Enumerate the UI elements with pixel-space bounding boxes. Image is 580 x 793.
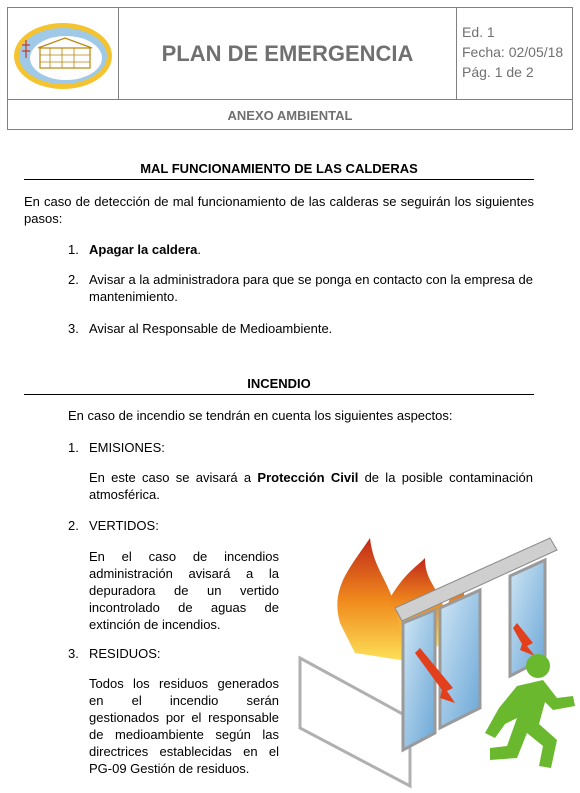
item-heading: RESIDUOS:	[89, 646, 161, 661]
edition-label: Ed. 1	[462, 24, 495, 40]
list-number: 1.	[68, 242, 79, 257]
step-suffix: .	[197, 242, 202, 257]
document-meta	[462, 22, 563, 82]
page-label: Pág. 1 de 2	[462, 64, 534, 80]
date-label: Fecha: 02/05/18	[462, 44, 564, 60]
item-body: Todos los residuos generados en el incendio serán gestionados por el responsable de medioambiente según las directrices establecidas en el PG-09 Gestión de residuos.	[89, 676, 279, 776]
section-intro: En caso de detección de mal funcionamiento de las calderas se seguirán los siguientes pasos:	[24, 194, 534, 226]
section-intro: En caso de incendio se tendrán en cuenta los siguientes aspectos:	[68, 408, 453, 423]
item-emphasis: Protección Civil	[257, 470, 359, 485]
document-header	[7, 7, 573, 130]
list-item	[89, 241, 533, 258]
item-body	[89, 469, 533, 503]
list-number: 2.	[68, 518, 79, 533]
list-number: 3.	[68, 321, 79, 336]
list-item: Avisar al Responsable de Medioambiente.	[89, 321, 333, 336]
item-body: En el caso de incendios administración avisará a la depuradora de un vertido incontrolado de aguas de extinción de incendios.	[89, 549, 279, 632]
step-emphasis: Apagar la caldera	[89, 242, 198, 257]
list-item: Avisar a la administradora para que se ponga en contacto con la empresa de mantenimiento.	[89, 272, 533, 304]
door-panel	[403, 610, 435, 750]
list-number: 1.	[68, 440, 79, 455]
annex-title: ANEXO AMBIENTAL	[227, 107, 353, 123]
door-panel	[440, 590, 480, 728]
document-title: PLAN DE EMERGENCIA	[161, 40, 414, 66]
list-number: 3.	[68, 646, 79, 661]
section-title: INCENDIO	[24, 376, 534, 395]
item-text: En este caso se avisará a	[89, 470, 258, 485]
item-heading: EMISIONES:	[89, 440, 165, 455]
header-divider	[456, 8, 457, 99]
list-number: 2.	[68, 272, 79, 287]
section-title: MAL FUNCIONAMIENTO DE LAS CALDERAS	[24, 161, 534, 180]
organization-logo	[12, 18, 114, 90]
item-heading: VERTIDOS:	[89, 518, 159, 533]
fire-exit-illustration	[295, 528, 580, 793]
running-person-icon	[485, 654, 575, 768]
item-text: de la posible contaminación atmosférica.	[89, 470, 533, 502]
